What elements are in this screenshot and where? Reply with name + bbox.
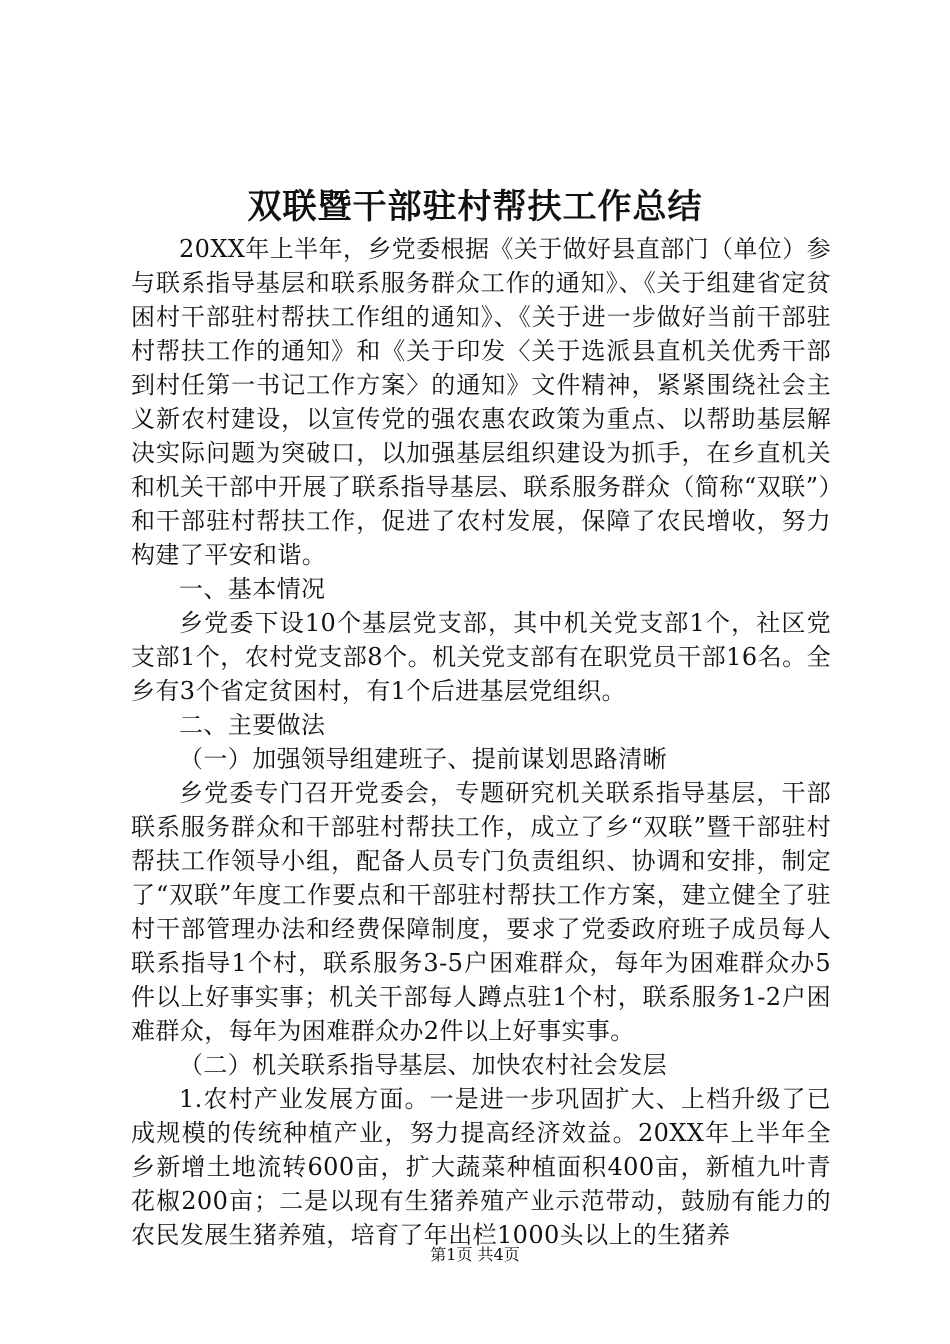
page-footer: 第1页 共4页 <box>430 1245 520 1264</box>
industry-paragraph: 1.农村产业发展方面。一是进一步巩固扩大、上档升级了已成规模的传统种植产业，努力提高经济效益。20XX年上半年全乡新增土地流转600亩，扩大蔬菜种植面积400亩，新植九叶青花椒200亩；二是以现有生猪养殖产业示范带动，鼓励有能力的农民发展生猪养殖，培育了年出栏1000头以上的生猪养 <box>131 1085 831 1249</box>
basic-situation-paragraph: 乡党委下设10个基层党支部，其中机关党支部1个，社区党支部1个，农村党支部8个。机关党支部有在职党员干部16名。全乡有3个省定贫困村，有1个后进基层党组织。 <box>131 609 831 705</box>
leadership-paragraph: 乡党委专门召开党委会，专题研究机关联系指导基层，干部联系服务群众和干部驻村帮扶工作，成立了乡“双联”暨干部驻村帮扶工作领导小组，配备人员专门负责组织、协调和安排，制定了“双联”年度工作要点和干部驻村帮扶工作方案，建立健全了驻村干部管理办法和经费保障制度，要求了党委政府班子成员每人联系指导1个村，联系服务3-5户困难群众，每年为困难群众办5件以上好事实事；机关干部每人蹲点驻1个村，联系服务1-2户困难群众，每年为困难群众办2件以上好事实事。 <box>131 779 831 1045</box>
section-heading-basic: 一、基本情况 <box>179 575 326 603</box>
section-heading-methods: 二、主要做法 <box>179 711 326 739</box>
subsection-heading-1: （一）加强领导组建班子、提前谋划思路清晰 <box>179 745 667 773</box>
document-body <box>131 232 831 1252</box>
subsection-heading-2: （二）机关联系指导基层、加快农村社会发层 <box>179 1051 667 1079</box>
document-title: 双联暨干部驻村帮扶工作总结 <box>247 187 703 227</box>
intro-paragraph: 20XX年上半年，乡党委根据《关于做好县直部门（单位）参与联系指导基层和联系服务群众工作的通知》、《关于组建省定贫困村干部驻村帮扶工作组的通知》、《关于进一步做好当前干部驻村帮扶工作的通知》和《关于印发〈关于选派县直机关优秀干部到村任第一书记工作方案〉的通知》文件精神，紧紧围绕社会主义新农村建设，以宣传党的强农惠农政策为重点、以帮助基层解决实际问题为突破口，以加强基层组织建设为抓手，在乡直机关和机关干部中开展了联系指导基层、联系服务群众（简称“双联”）和干部驻村帮扶工作，促进了农村发展，保障了农民增收，努力构建了平安和谐。 <box>131 235 831 569</box>
